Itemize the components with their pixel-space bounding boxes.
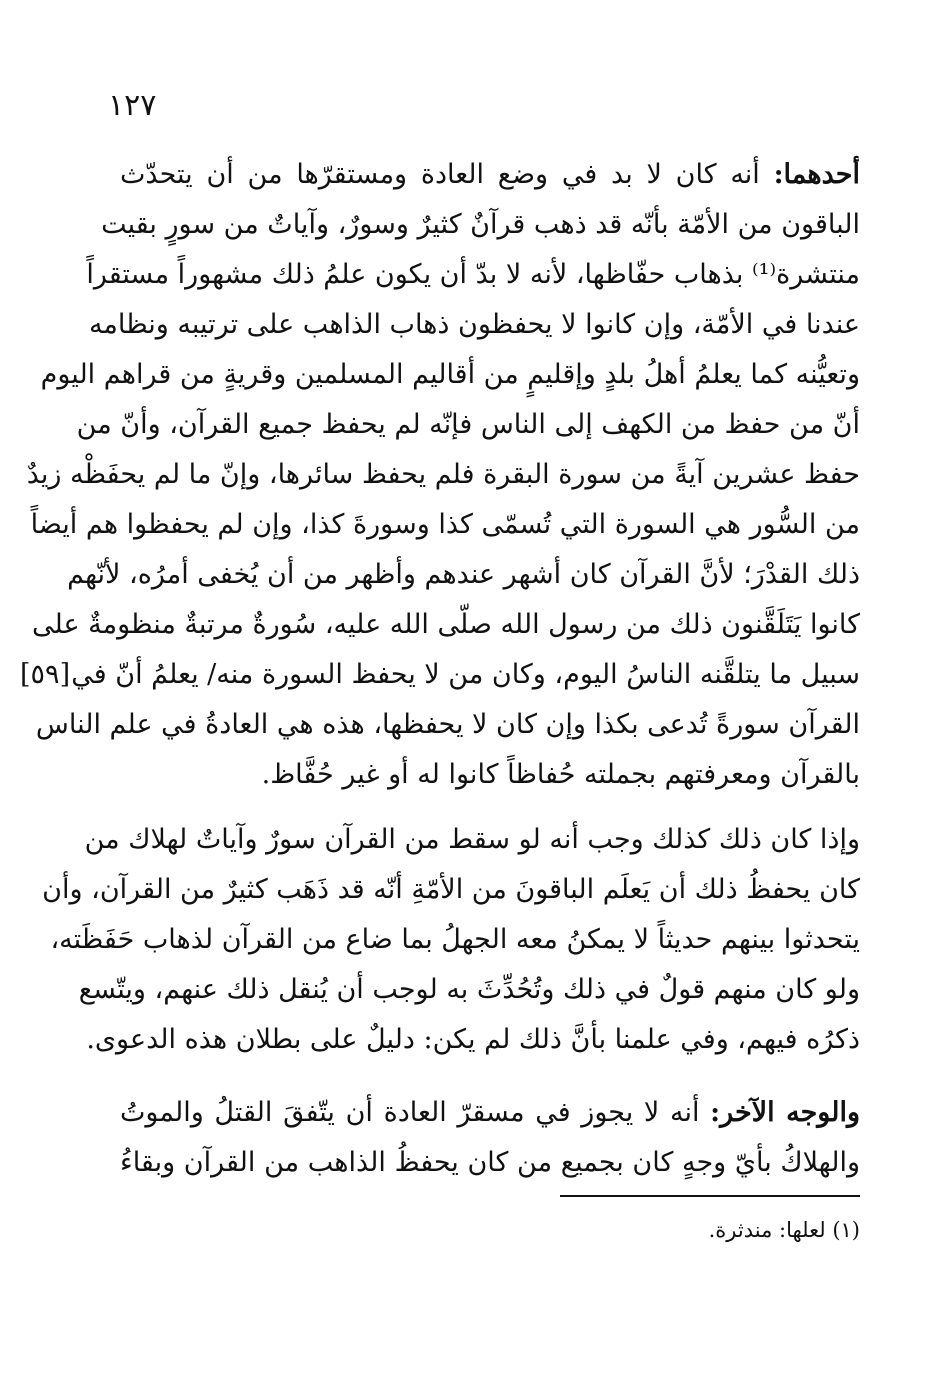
- paragraph-line: وإذا كان ذلك كذلك وجب أنه لو سقط من القرآن سورٌ وآياتٌ لهلاك من: [84, 824, 860, 855]
- paragraph-second-argument: [120, 1088, 860, 1188]
- paragraph-line: كان يحفظُ ذلك أن يَعلَم الباقونَ من الأمّةِ أنّه قد ذَهَب كثيرٌ من القرآن، وأن: [42, 874, 860, 905]
- line-text: أنه لا يجوز في مسقرّ العادة أن يتّفقَ القتلُ والموتُ: [120, 1097, 700, 1128]
- paragraph-line: أنّ من حفظ من الكهف إلى الناس فإنّه لم يحفظ جميع القرآن، وأنّ من: [76, 409, 860, 440]
- paragraph-line: وتعيُّنه كما يعلمُ أهلُ بلدٍ وإقليمٍ من أقاليم المسلمين وقريةٍ من قراهم اليوم: [40, 359, 860, 390]
- paragraph-line: من السُّور هي السورة التي تُسمّى كذا وسورةَ كذا، وإن لم يحفظوا هم أيضاً: [30, 509, 860, 540]
- paragraph-line: الباقون من الأمّة بأنّه قد ذهب قرآنٌ كثيرٌ وسورٌ، وآياتٌ من سورٍ بقيت: [101, 209, 860, 240]
- paragraph-consequence: [42, 815, 860, 1065]
- paragraph-line: [120, 1088, 860, 1138]
- paragraph-heading: أحدهما:: [773, 159, 860, 190]
- paragraph-line: سبيل ما يتلقَّنه الناسُ اليوم، وكان من لا يحفظ السورة منه/ يعلمُ أنّ في: [71, 659, 860, 690]
- line-text: أنه كان لا بد في وضع العادة ومستقرّها من أن يتحدّث: [120, 159, 760, 190]
- paragraph-line: بالقرآن ومعرفتهم بجملته حُفاظاً كانوا له أو غير حُفَّاظ.: [261, 759, 860, 790]
- paragraph-line: ذكرُه فيهم، وفي علمنا بأنَّ ذلك لم يكن: دليلٌ على بطلان هذه الدعوى.: [86, 1024, 860, 1055]
- paragraph-line: والهلاكُ بأيّ وجهٍ كان بجميع من كان يحفظُ الذاهب من القرآن وبقاءُ: [120, 1147, 860, 1178]
- paragraph-line: حفظ عشرين آيةً من سورة البقرة فلم يحفظ سائرها، وإنّ ما لم يحفَظْه زيدٌ: [26, 459, 860, 490]
- footnote-divider: [560, 1195, 860, 1197]
- paragraph-line: يتحدثوا بينهم حديثاً لا يمكنُ معه الجهلُ بما ضاع من القرآن لذهاب حَفَظَته،: [50, 924, 860, 955]
- paragraph-line: [120, 150, 860, 200]
- paragraph-line: عندنا في الأمّة، وإن كانوا لا يحفظون ذهاب الذاهب على ترتيبه ونظامه: [88, 309, 860, 340]
- paragraph-line: ذلك القدْرَ؛ لأنَّ القرآن كان أشهر عندهم وأظهر من أن يُخفى أمرُه، لأنّهم: [67, 559, 860, 590]
- paragraph-line: كانوا يَتَلَقَّنون ذلك من رسول الله صلّى الله عليه، سُورةٌ مرتبةٌ منظومةٌ على: [32, 609, 860, 640]
- footnote: (١) لعلها: مندثرة.: [708, 1218, 860, 1242]
- paragraph-line: منتشرة⁽¹⁾ بذهاب حفّاظها، لأنه لا بدّ أن يكون علمُ ذلك مشهوراً مستقراً: [86, 259, 860, 290]
- paragraph-heading: والوجه الآخر:: [710, 1097, 860, 1128]
- paragraph-line: القرآن سورةً تُدعى بكذا وإن كان لا يحفظها، هذه هي العادةُ في علم الناس: [35, 709, 860, 740]
- paragraph-line: ولو كان منهم قولٌ في ذلك وتُحُدِّثَ به لوجب أن يُنقل ذلك عنهم، ويتّسع: [78, 974, 860, 1005]
- page-number: ١٢٧: [108, 88, 157, 123]
- manuscript-folio-reference: [٥٩]: [20, 659, 71, 690]
